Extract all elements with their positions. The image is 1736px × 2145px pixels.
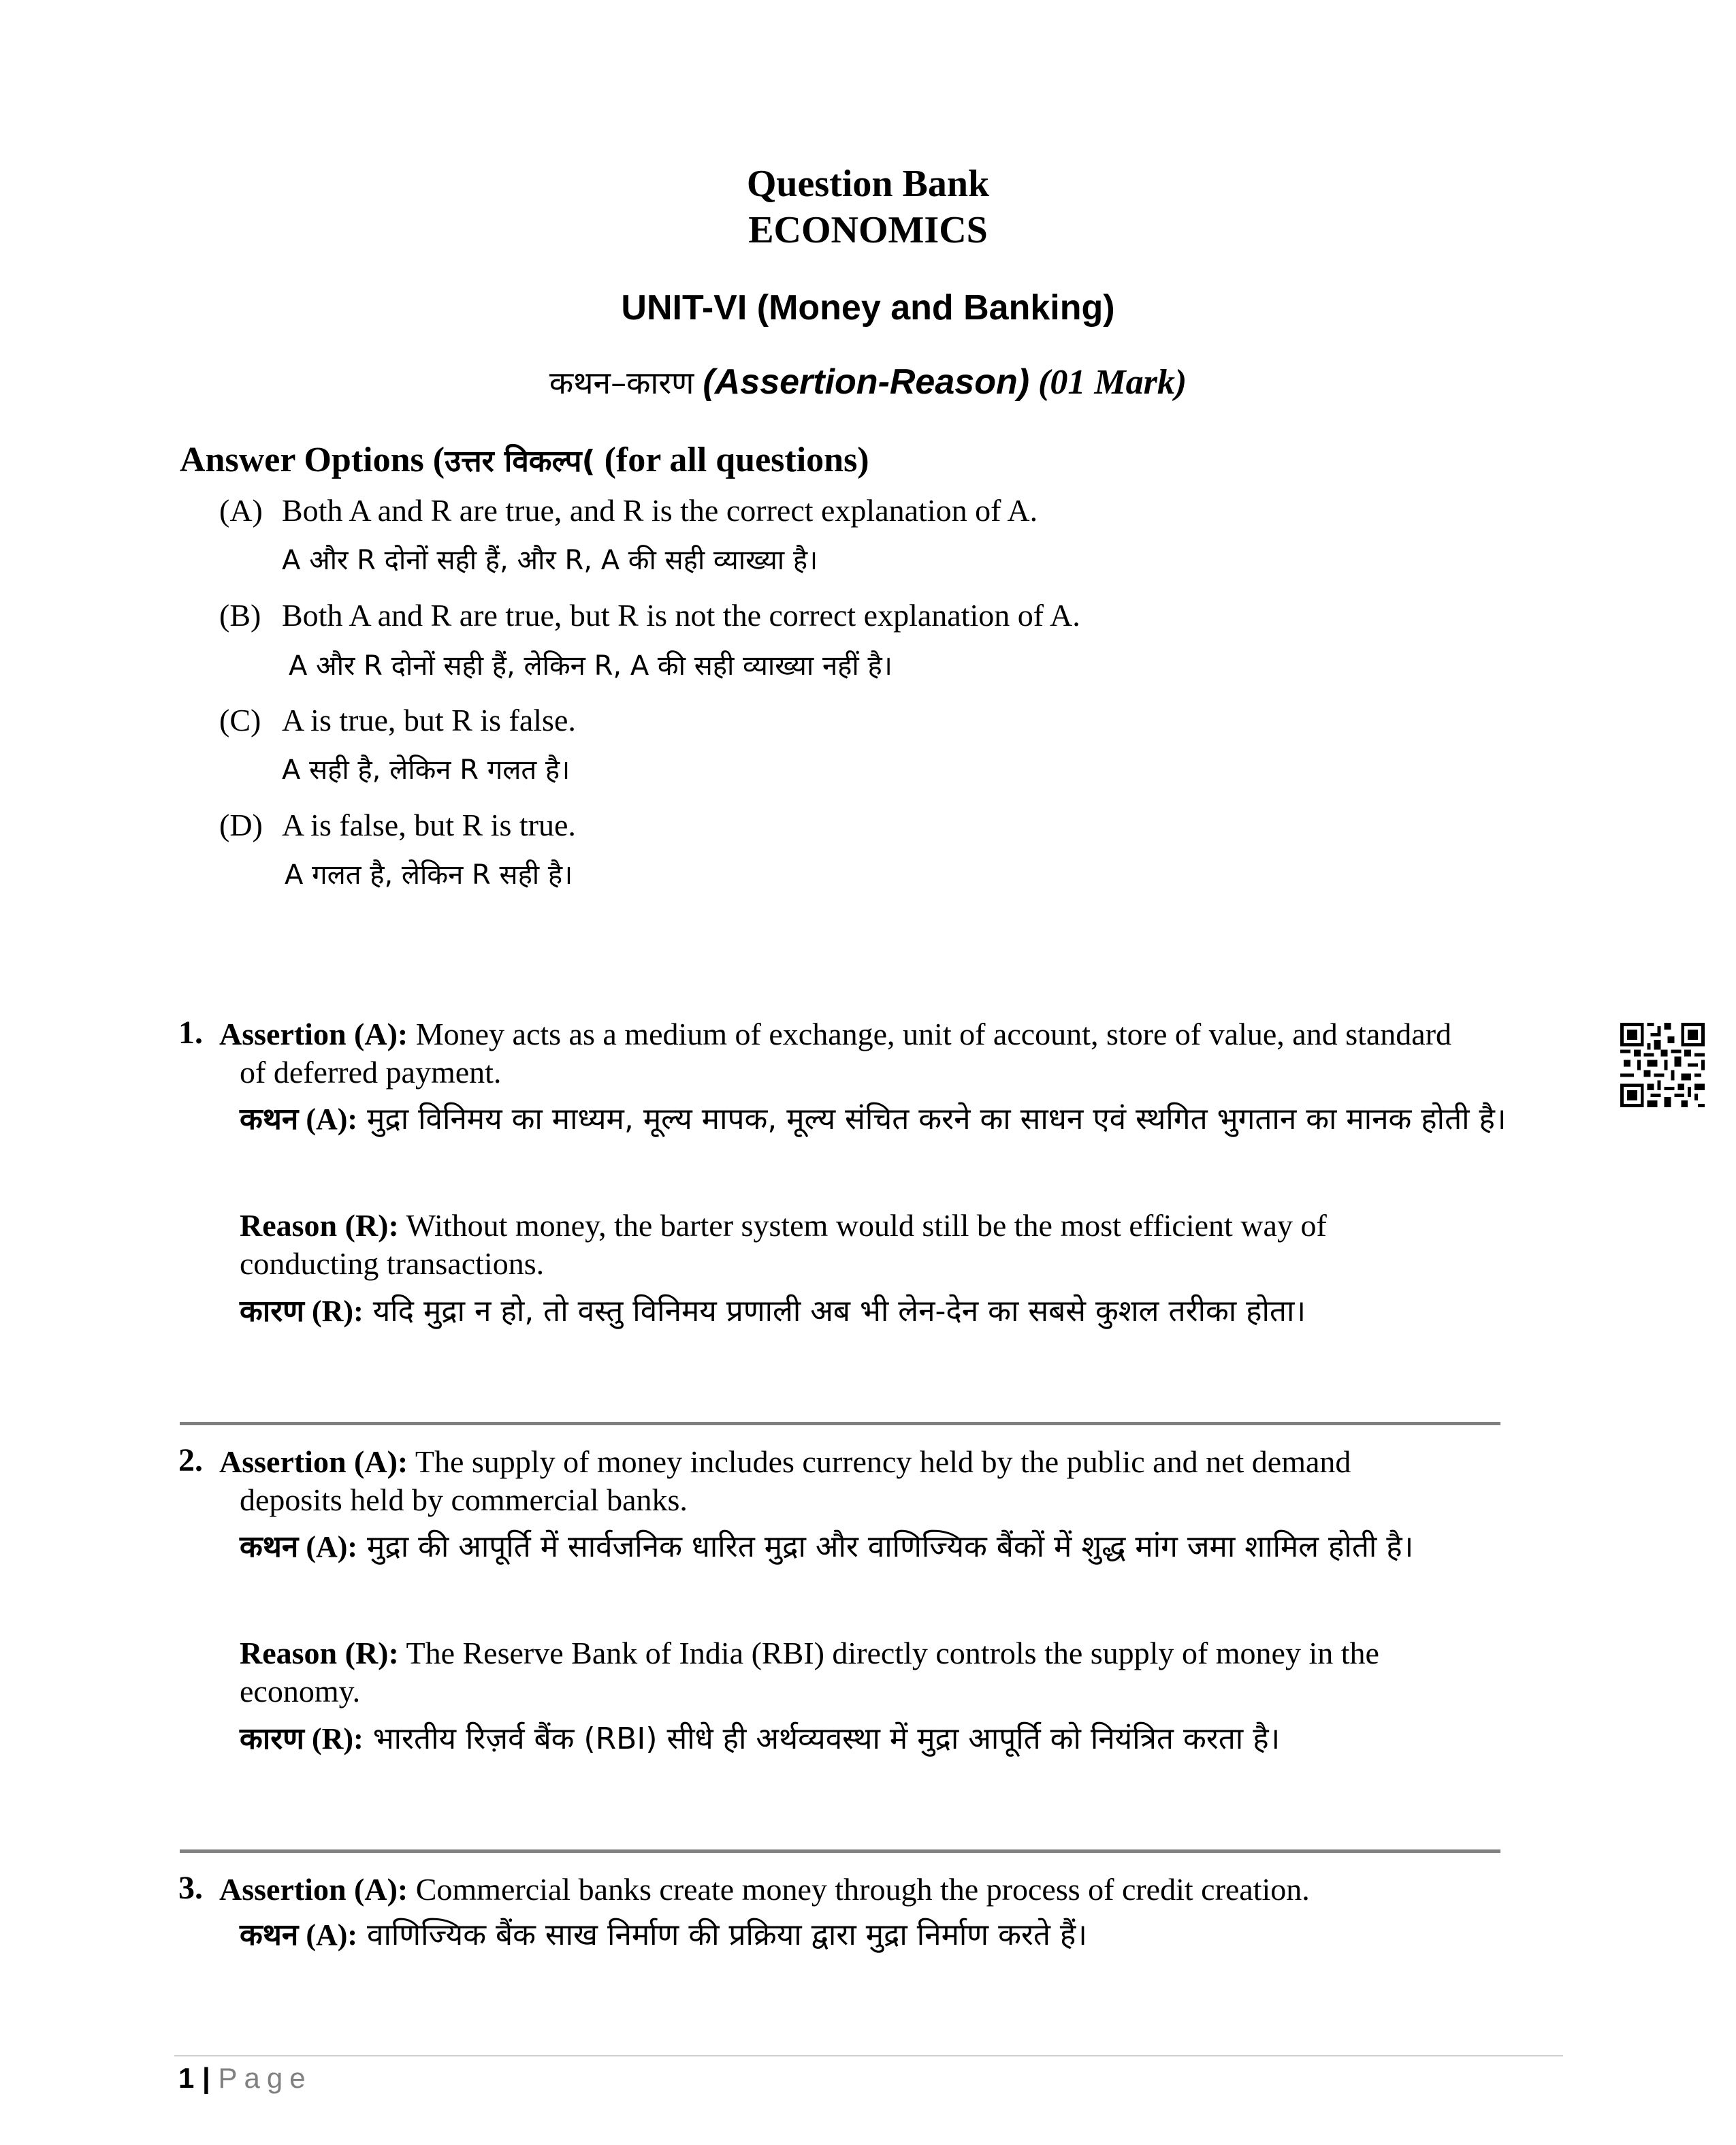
option-letter: (A) (219, 493, 263, 528)
answer-options-heading-suffix: (for all questions) (595, 441, 869, 479)
document-title: Question Bank (746, 163, 990, 205)
question-1-number: 1. (178, 1015, 203, 1051)
option-c-hindi: A सही है, लेकिन R गलत है। (282, 754, 570, 786)
question-3-assertion-hindi (240, 1907, 1560, 1964)
assertion-hindi-suffix: (A): (298, 1918, 358, 1952)
assertion-hindi-suffix: (A): (298, 1530, 358, 1563)
reason-text: The Reserve Bank of India (RBI) directly controls the supply of money in the (398, 1636, 1379, 1670)
assertion-label: Assertion (A): (219, 1872, 408, 1907)
answer-options-heading (180, 439, 869, 483)
assertion-text: The supply of money includes currency held by the public and net demand (408, 1444, 1351, 1479)
assertion-text: Money acts as a medium of exchange, unit of account, store of value, and standard (408, 1017, 1452, 1051)
assertion-hindi-text: वाणिज्यिक बैंक साख निर्माण की प्रक्रिया द्वारा मुद्रा निर्माण करते हैं। (357, 1918, 1087, 1952)
answer-options-heading-prefix: Answer Options ( (180, 441, 445, 479)
assertion-hindi-label (240, 1918, 357, 1952)
reason-label: Reason (R): (240, 1636, 399, 1670)
option-letter: (B) (219, 598, 261, 633)
assertion-label: Assertion (A): (219, 1444, 408, 1479)
section-title-english: (Assertion-Reason) (703, 362, 1030, 402)
question-2-reason-english-cont: economy. (240, 1674, 361, 1709)
question-2-assertion-hindi (240, 1519, 1560, 1576)
reason-hindi-text: भारतीय रिज़र्व बैंक (RBI) सीधे ही अर्थव्यवस्था में मुद्रा आपूर्ति को नियंत्रित करता है। (363, 1721, 1281, 1756)
reason-hindi-word: कारण (240, 1721, 304, 1756)
question-3-number: 3. (178, 1870, 203, 1906)
option-d-english (219, 806, 576, 844)
option-d-hindi: A गलत है, लेकिन R सही है। (285, 859, 573, 891)
question-1-assertion-english (219, 1015, 1554, 1053)
question-divider (180, 1422, 1500, 1425)
question-1-reason-hindi (240, 1283, 1560, 1340)
option-letter: (D) (219, 808, 263, 842)
question-1-assertion-english-cont: of deferred payment. (240, 1055, 502, 1090)
question-1-reason-english (240, 1207, 1574, 1245)
assertion-hindi-word: कथन (240, 1529, 299, 1564)
question-2-reason-english (240, 1634, 1574, 1672)
option-letter: (C) (219, 703, 261, 737)
reason-hindi-suffix: (R): (304, 1294, 364, 1328)
question-2-assertion-english (219, 1443, 1554, 1481)
assertion-label: Assertion (A): (219, 1017, 408, 1051)
option-a-english (219, 492, 1038, 530)
qr-code-icon (1620, 1023, 1705, 1107)
assertion-text: Commercial banks create money through the process of credit creation. (408, 1872, 1310, 1907)
section-title (0, 361, 1736, 404)
page-number: 1 (178, 2062, 195, 2094)
option-text: A is true, but R is false. (282, 703, 576, 737)
question-2-reason-hindi (240, 1711, 1560, 1768)
question-3-assertion-english (219, 1871, 1554, 1909)
assertion-hindi-word: कथन (240, 1918, 299, 1952)
reason-hindi-suffix: (R): (304, 1722, 364, 1755)
option-a-hindi: A और R दोनों सही हैं, और R, A की सही व्याख्या है। (282, 545, 818, 576)
option-b-hindi: A और R दोनों सही हैं, लेकिन R, A की सही व्याख्या नहीं है। (289, 650, 893, 682)
assertion-hindi-label (240, 1102, 357, 1137)
assertion-hindi-text: मुद्रा विनिमय का माध्यम, मूल्य मापक, मूल्य संचित करने का साधन एवं स्थगित भुगतान का मानक होती है। (357, 1102, 1507, 1137)
reason-text: Without money, the barter system would still be the most efficient way of (398, 1208, 1327, 1243)
section-marks: (01 Mark) (1038, 363, 1187, 402)
option-text: Both A and R are true, and R is the correct explanation of A. (282, 493, 1038, 528)
assertion-hindi-label (240, 1529, 357, 1564)
section-title-hindi: कथन–कारण (549, 364, 694, 401)
question-2-number: 2. (178, 1442, 203, 1478)
question-divider (180, 1849, 1500, 1853)
reason-hindi-label (240, 1721, 364, 1756)
option-b-english (219, 597, 1080, 635)
reason-hindi-label (240, 1294, 364, 1329)
question-1-reason-english-cont: conducting transactions. (240, 1246, 545, 1281)
assertion-hindi-text: मुद्रा की आपूर्ति में सार्वजनिक धारित मुद्रा और वाणिज्यिक बैंकों में शुद्ध मांग जमा शामिल होती है। (357, 1529, 1414, 1564)
question-1-assertion-hindi (240, 1091, 1560, 1148)
document-subject: ECONOMICS (748, 209, 988, 251)
option-text: A is false, but R is true. (282, 808, 576, 842)
page-footer (178, 2061, 312, 2096)
reason-hindi-text: यदि मुद्रा न हो, तो वस्तु विनिमय प्रणाली अब भी लेन-देन का सबसे कुशल तरीका होता। (363, 1294, 1306, 1329)
assertion-hindi-word: कथन (240, 1102, 299, 1137)
question-2-assertion-english-cont: deposits held by commercial banks. (240, 1482, 688, 1517)
page-separator: | (202, 2062, 210, 2094)
answer-options-heading-hindi: उत्तर विकल्प( (445, 444, 596, 479)
footer-divider (174, 2055, 1563, 2056)
reason-label: Reason (R): (240, 1208, 399, 1243)
reason-hindi-word: कारण (240, 1294, 304, 1329)
option-c-english (219, 701, 576, 740)
option-text: Both A and R are true, but R is not the correct explanation of A. (282, 598, 1080, 633)
unit-title: UNIT-VI (Money and Banking) (621, 288, 1115, 328)
page-label: Page (218, 2062, 312, 2094)
assertion-hindi-suffix: (A): (298, 1102, 358, 1136)
